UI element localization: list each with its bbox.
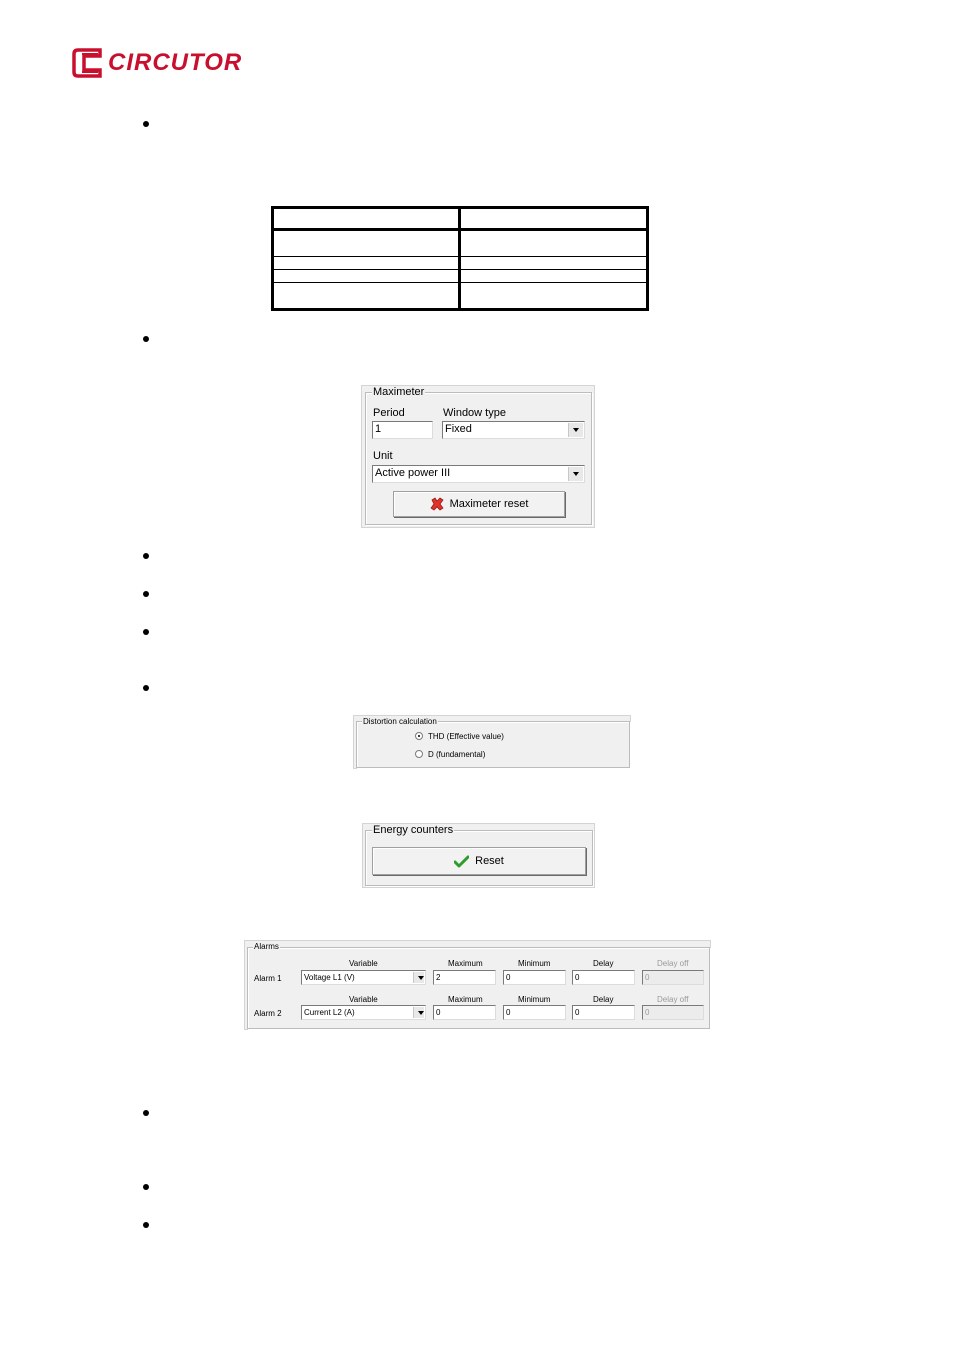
window-type-select[interactable] — [442, 421, 585, 439]
energy-counters-title: Energy counters — [373, 824, 454, 836]
circutor-logo — [72, 46, 247, 80]
energy-counters-panel — [362, 823, 595, 888]
chevron-down-icon[interactable] — [413, 972, 424, 983]
table-cell — [460, 230, 648, 257]
bullet — [143, 591, 149, 597]
thd-label: THD (Effective value) — [428, 732, 504, 741]
alarm-2-minimum-input[interactable]: 0 — [503, 1005, 566, 1020]
d-fundamental-radio[interactable] — [415, 750, 423, 758]
window-type-value: Fixed — [445, 423, 472, 435]
maximeter-panel — [361, 385, 595, 528]
header-variable: Variable — [349, 959, 378, 968]
table-cell — [273, 208, 460, 230]
header-minimum: Minimum — [518, 995, 551, 1004]
logo-wordmark: CIRCUTOR — [108, 49, 243, 76]
window-type-label: Window type — [443, 407, 506, 419]
unit-value: Active power III — [375, 467, 451, 479]
d-fundamental-label: D (fundamental) — [428, 750, 486, 759]
alarm-1-delay-input[interactable]: 0 — [572, 970, 635, 985]
table-cell — [273, 230, 460, 257]
table-cell — [273, 283, 460, 310]
bullet — [143, 336, 149, 342]
bullet — [143, 1110, 149, 1116]
bullet — [143, 553, 149, 559]
alarm-2-delay-off-input: 0 — [642, 1005, 704, 1020]
alarm-2-maximum-input[interactable]: 0 — [433, 1005, 496, 1020]
maximeter-reset-button[interactable] — [393, 491, 565, 517]
table-row — [273, 269, 648, 282]
energy-reset-label: Reset — [475, 855, 504, 867]
table-cell — [273, 269, 460, 282]
maximeter-title: Maximeter — [373, 386, 425, 398]
table-row — [273, 230, 648, 257]
red-x-icon — [430, 497, 444, 511]
header-variable: Variable — [349, 995, 378, 1004]
alarm-2-variable-select[interactable] — [301, 1005, 426, 1020]
alarms-title: Alarms — [254, 942, 279, 951]
header-delay-off: Delay off — [657, 959, 689, 968]
table-cell — [460, 283, 648, 310]
bullet — [143, 1184, 149, 1190]
circutor-logo-icon — [72, 46, 104, 80]
alarm-1-variable-select[interactable] — [301, 970, 426, 985]
table-cell — [460, 208, 648, 230]
header-minimum: Minimum — [518, 959, 551, 968]
green-check-icon — [454, 855, 469, 868]
alarm-1-maximum-input[interactable]: 2 — [433, 970, 496, 985]
energy-reset-button[interactable] — [372, 847, 586, 875]
alarm-1-minimum-input[interactable]: 0 — [503, 970, 566, 985]
alarm-1-delay-off-input: 0 — [642, 970, 704, 985]
bullet — [143, 685, 149, 691]
header-delay-off: Delay off — [657, 995, 689, 1004]
table-header-row — [273, 208, 648, 230]
table-cell — [460, 269, 648, 282]
distortion-panel — [353, 715, 631, 769]
maximeter-reset-label: Maximeter reset — [449, 498, 529, 510]
distortion-title: Distortion calculation — [363, 717, 437, 726]
empty-table — [271, 206, 649, 311]
header-maximum: Maximum — [448, 995, 483, 1004]
period-input[interactable]: 1 — [372, 421, 433, 439]
unit-select[interactable] — [372, 465, 585, 483]
table-cell — [460, 256, 648, 269]
alarm-2-variable-value: Current L2 (A) — [304, 1008, 355, 1017]
alarm-1-variable-value: Voltage L1 (V) — [304, 973, 355, 982]
distortion-group — [356, 721, 630, 768]
table-row — [273, 283, 648, 310]
chevron-down-icon[interactable] — [568, 423, 583, 437]
table-row — [273, 256, 648, 269]
period-label: Period — [373, 407, 405, 419]
alarm-1-label: Alarm 1 — [254, 974, 282, 983]
alarm-2-label: Alarm 2 — [254, 1009, 282, 1018]
header-delay: Delay — [593, 995, 614, 1004]
unit-label: Unit — [373, 450, 393, 462]
alarms-panel — [244, 940, 711, 1030]
alarm-2-delay-input[interactable]: 0 — [572, 1005, 635, 1020]
header-delay: Delay — [593, 959, 614, 968]
thd-radio[interactable] — [415, 732, 423, 740]
bullet — [143, 121, 149, 127]
chevron-down-icon[interactable] — [413, 1007, 424, 1018]
bullet — [143, 1222, 149, 1228]
table-cell — [273, 256, 460, 269]
bullet — [143, 629, 149, 635]
chevron-down-icon[interactable] — [568, 467, 583, 481]
header-maximum: Maximum — [448, 959, 483, 968]
